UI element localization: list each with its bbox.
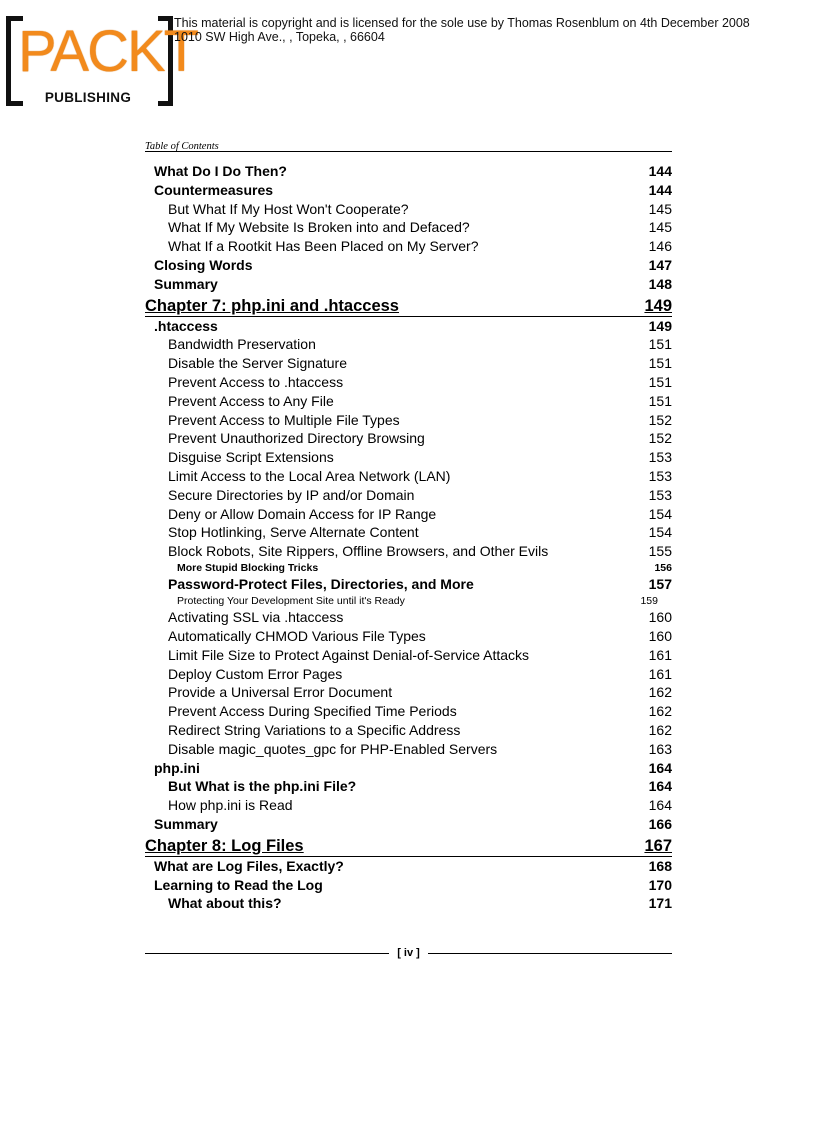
- logo-word: PACKT: [18, 19, 198, 84]
- toc-entry-title: But What is the php.ini File?: [168, 778, 357, 795]
- toc-entry[interactable]: [145, 575, 672, 594]
- toc-entry-page: 152: [648, 411, 672, 428]
- toc-entry-title: What If a Rootkit Has Been Placed on My Server?: [168, 238, 479, 255]
- toc-entry[interactable]: [145, 815, 672, 834]
- toc-entry[interactable]: [145, 627, 672, 646]
- toc-entry-title: Stop Hotlinking, Serve Alternate Content: [168, 524, 419, 541]
- toc-entry-page: 162: [648, 703, 672, 720]
- toc-entry[interactable]: [145, 335, 672, 354]
- toc-entry-page: 167: [644, 836, 672, 855]
- toc-entry-title: Block Robots, Site Rippers, Offline Browsers, and Other Evils: [168, 543, 549, 560]
- toc-entry-page: 164: [648, 759, 672, 776]
- toc-entry-page: 152: [648, 430, 672, 447]
- notice-line-2: 1010 SW High Ave., , Topeka, , 66604: [174, 30, 385, 44]
- toc-entry[interactable]: [145, 857, 672, 876]
- toc-entry-page: 151: [648, 392, 672, 409]
- toc-entry-page: 154: [648, 524, 672, 541]
- toc-entry-page: 157: [648, 575, 672, 592]
- toc-entry-page: 159: [640, 594, 658, 607]
- toc-entry[interactable]: [145, 162, 672, 181]
- toc-entry[interactable]: [145, 561, 672, 575]
- running-head: [145, 136, 672, 152]
- toc-entry-title: Bandwidth Preservation: [168, 336, 316, 353]
- toc-entry-title: Disable magic_quotes_gpc for PHP-Enabled Servers: [168, 740, 498, 757]
- toc-entry[interactable]: [145, 740, 672, 759]
- toc-entry-title: What Do I Do Then?: [154, 163, 287, 179]
- toc-entry-page: 160: [648, 609, 672, 626]
- notice-line-1: This material is copyright and is licensed for the sole use by Thomas Rosenblum on 4th December 2008: [174, 16, 750, 30]
- toc-entry[interactable]: [145, 218, 672, 237]
- toc-chapter-entry[interactable]: [145, 836, 672, 857]
- toc-entry-page: 145: [648, 219, 672, 236]
- toc-entry-title: Prevent Unauthorized Directory Browsing: [168, 430, 425, 447]
- toc-entry-title: Limit File Size to Protect Against Denial-of-Service Attacks: [168, 646, 530, 663]
- toc-entry-title: But What If My Host Won't Cooperate?: [168, 200, 409, 217]
- toc-entry-page: 149: [644, 296, 672, 315]
- toc-entry[interactable]: [145, 467, 672, 486]
- toc-entry[interactable]: [145, 777, 672, 796]
- toc-entry-title: Summary: [154, 816, 218, 832]
- toc-entry[interactable]: [145, 665, 672, 684]
- toc-entry-page: 146: [648, 238, 672, 255]
- toc-entry-page: 151: [648, 373, 672, 390]
- toc-entry-title: Chapter 8: Log Files: [145, 836, 304, 855]
- toc-entry-title: Disable the Server Signature: [168, 355, 347, 372]
- toc-entry-title: Prevent Access to .htaccess: [168, 373, 344, 390]
- copyright-notice: [174, 16, 750, 44]
- toc-entry-page: 162: [648, 722, 672, 739]
- toc-entry-page: 149: [648, 317, 672, 334]
- toc-entry-page: 164: [648, 797, 672, 814]
- toc-entry[interactable]: [145, 505, 672, 524]
- toc-entry-page: 160: [648, 628, 672, 645]
- toc-entry[interactable]: [145, 683, 672, 702]
- toc-entry[interactable]: [145, 411, 672, 430]
- toc-entry-page: 166: [648, 816, 672, 832]
- toc-entry[interactable]: [145, 256, 672, 275]
- toc-entry-page: 153: [648, 467, 672, 484]
- toc-entry[interactable]: [145, 200, 672, 219]
- toc-entry[interactable]: [145, 759, 672, 778]
- toc-entry-title: Prevent Access to Multiple File Types: [168, 411, 400, 428]
- toc-entry-title: Deploy Custom Error Pages: [168, 665, 343, 682]
- toc-entry-page: 153: [648, 449, 672, 466]
- toc-entry-title: Deny or Allow Domain Access for IP Range: [168, 505, 437, 522]
- toc-entry[interactable]: [145, 796, 672, 815]
- toc-entry-title: Provide a Universal Error Document: [168, 684, 393, 701]
- toc-entry-title: What about this?: [168, 895, 282, 912]
- toc-entry-page: 155: [648, 543, 672, 560]
- toc-entry[interactable]: [145, 237, 672, 256]
- toc-entry[interactable]: [145, 448, 672, 467]
- page-number: [ iv ]: [397, 947, 420, 959]
- toc-entry-page: 148: [648, 275, 672, 292]
- toc-entry-title: Redirect String Variations to a Specific Address: [168, 722, 461, 739]
- footer-rule-left: [145, 953, 389, 954]
- toc-entry-title: Secure Directories by IP and/or Domain: [168, 486, 415, 503]
- toc-entry-title: Limit Access to the Local Area Network (LAN): [168, 467, 451, 484]
- toc-entry[interactable]: [145, 702, 672, 721]
- toc-entry-title: What If My Website Is Broken into and Defaced?: [168, 219, 470, 236]
- toc-entry[interactable]: [145, 354, 672, 373]
- toc-entry[interactable]: [145, 646, 672, 665]
- toc-entry[interactable]: [145, 721, 672, 740]
- toc-entry[interactable]: [145, 317, 672, 336]
- toc-entry-title: Prevent Access to Any File: [168, 392, 334, 409]
- page-footer: [145, 945, 672, 961]
- toc-entry-page: 154: [648, 505, 672, 522]
- toc-entry-title: What are Log Files, Exactly?: [154, 857, 344, 874]
- toc-entry-title: Summary: [154, 275, 218, 292]
- toc-entry-title: Disguise Script Extensions: [168, 449, 334, 466]
- logo-publishing: PUBLISHING: [26, 89, 150, 107]
- toc-entry-page: 163: [648, 740, 672, 757]
- toc-entry-title: Chapter 7: php.ini and .htaccess: [145, 296, 399, 315]
- toc-entry-page: 151: [648, 355, 672, 372]
- toc-entry-page: 161: [648, 665, 672, 682]
- toc-entry-page: 162: [648, 684, 672, 701]
- toc-entry-page: 170: [648, 876, 672, 893]
- toc-entry-page: 144: [648, 181, 672, 198]
- toc-entry-title: Password-Protect Files, Directories, and More: [168, 575, 474, 592]
- toc-entry-title: Learning to Read the Log: [154, 876, 323, 893]
- table-of-contents: [145, 162, 672, 913]
- toc-entry-page: 153: [648, 486, 672, 503]
- toc-entry[interactable]: [145, 392, 672, 411]
- toc-entry-page: 171: [648, 895, 672, 912]
- toc-entry[interactable]: [145, 523, 672, 542]
- toc-entry-page: 156: [654, 561, 672, 574]
- toc-entry[interactable]: [145, 429, 672, 448]
- toc-entry-title: Prevent Access During Specified Time Periods: [168, 703, 457, 720]
- toc-entry[interactable]: [145, 542, 672, 561]
- toc-entry[interactable]: [145, 486, 672, 505]
- packt-logo: [6, 16, 198, 108]
- toc-entry-page: 168: [648, 857, 672, 874]
- footer-rule-right: [428, 953, 672, 954]
- toc-entry-title: Activating SSL via .htaccess: [168, 609, 344, 626]
- toc-entry-page: 147: [648, 256, 672, 273]
- toc-entry-page: 164: [648, 778, 672, 795]
- toc-entry[interactable]: [145, 594, 672, 609]
- toc-entry-title: php.ini: [154, 759, 200, 776]
- toc-entry-page: 144: [648, 163, 672, 179]
- toc-entry-title: .htaccess: [154, 317, 218, 334]
- toc-entry-title: Automatically CHMOD Various File Types: [168, 628, 426, 645]
- toc-entry[interactable]: [145, 275, 672, 294]
- toc-entry-page: 151: [648, 336, 672, 353]
- toc-entry-title: How php.ini is Read: [168, 797, 293, 814]
- toc-entry-title: Closing Words: [154, 256, 253, 273]
- toc-entry-page: 161: [648, 646, 672, 663]
- toc-entry-title: More Stupid Blocking Tricks: [177, 561, 319, 574]
- toc-entry[interactable]: [145, 894, 672, 913]
- toc-entry[interactable]: [145, 608, 672, 627]
- toc-entry-title: Protecting Your Development Site until it's Ready: [177, 594, 405, 607]
- toc-entry[interactable]: [145, 876, 672, 895]
- running-head-text: Table of Contents: [145, 141, 219, 152]
- toc-chapter-entry[interactable]: [145, 296, 672, 317]
- toc-entry[interactable]: [145, 181, 672, 200]
- toc-entry-title: Countermeasures: [154, 181, 274, 198]
- toc-entry-page: 145: [648, 200, 672, 217]
- toc-entry[interactable]: [145, 373, 672, 392]
